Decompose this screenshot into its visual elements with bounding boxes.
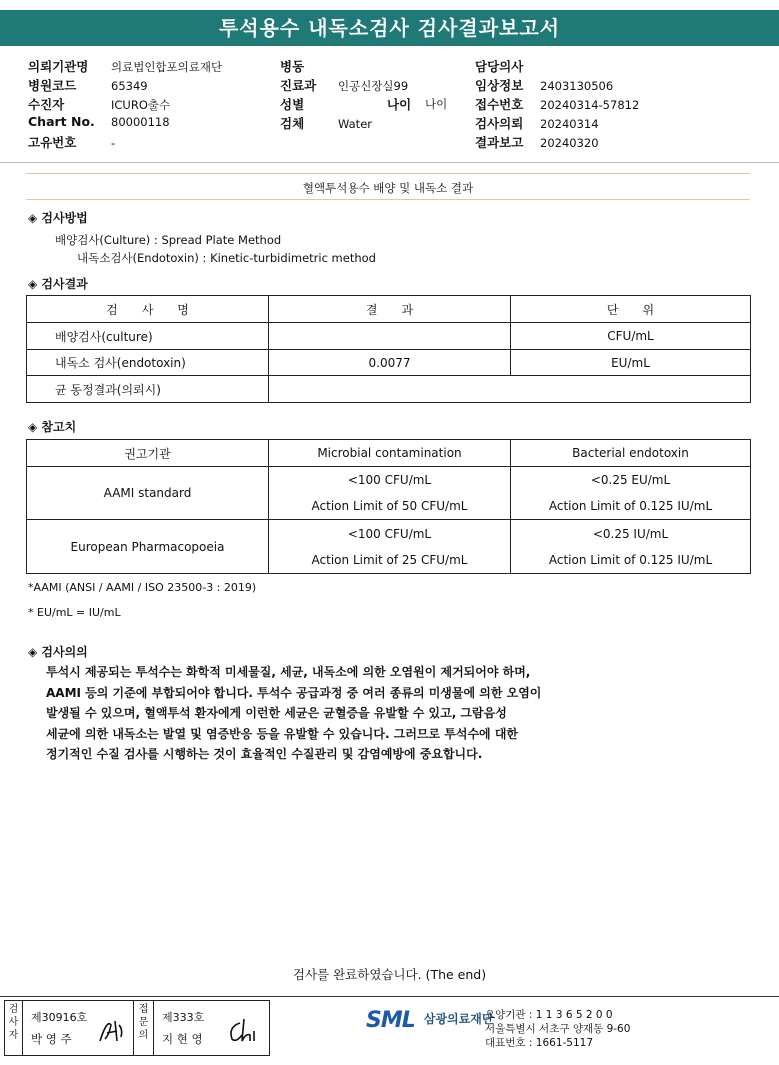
- field-label: 의뢰기관명: [28, 59, 89, 74]
- section-divider-bottom: [26, 199, 750, 200]
- table-row: [27, 350, 751, 376]
- microbial-limit: [269, 467, 511, 520]
- limit-line: Action Limit of 0.125 IU/mL: [548, 552, 713, 567]
- table-row: [27, 323, 751, 350]
- sml-logo-mark: SML: [366, 1008, 415, 1033]
- limit-line: <0.25 EU/mL: [590, 473, 671, 487]
- paragraph-line: 투석시 제공되는 투석수는 화학적 미세물질, 세균, 내독소에 의한 오염원이 제거되어야 하며,: [46, 665, 531, 679]
- field-value: 20240314-57812: [540, 98, 640, 112]
- sml-logo: [366, 1008, 493, 1033]
- test-name: 배양검사(culture): [27, 323, 269, 350]
- header-middle: [280, 57, 460, 133]
- field-value: 20240320: [540, 136, 599, 150]
- table-row: [27, 376, 751, 403]
- test-name: 균 동정결과(의뢰시): [27, 376, 269, 403]
- tester-name: 박 영 주: [31, 1032, 72, 1046]
- results-table: [26, 295, 751, 403]
- field-label: 진료과: [280, 78, 317, 93]
- limit-line: <0.25 IU/mL: [592, 526, 669, 541]
- reference-table: [26, 439, 751, 574]
- field-label: 검사의뢰: [475, 116, 524, 131]
- test-unit: CFU/mL: [511, 323, 751, 350]
- reviewer-label-text: 접문의: [138, 1004, 149, 1041]
- tester-signature-icon: [97, 1015, 129, 1047]
- table-row: [27, 520, 751, 574]
- organization: AAMI standard: [27, 467, 269, 520]
- reference-heading: ◈ 참고치: [28, 420, 77, 434]
- table-header-row: [27, 440, 751, 467]
- age-label: 나이: [387, 97, 412, 112]
- info-line: 요양기관 : 1 1 3 6 5 2 0 0: [485, 1009, 613, 1021]
- column-header: 단 위: [511, 296, 751, 323]
- organization-name: 삼광의료재단: [423, 1012, 494, 1026]
- header-divider: [0, 162, 779, 163]
- field-label: 성별: [280, 97, 305, 112]
- tester-label: [5, 1001, 23, 1055]
- section-title: 혈액투석용수 배양 및 내독소 결과: [302, 181, 474, 195]
- table-header-row: [27, 296, 751, 323]
- limit-line: Action Limit of 50 CFU/mL: [311, 499, 468, 513]
- reference-note: *AAMI (ANSI / AAMI / ISO 23500-3 : 2019): [28, 581, 257, 594]
- method-heading: ◈ 검사방법: [28, 211, 88, 225]
- paragraph-line: 정기적인 수질 검사를 시행하는 것이 효율적인 수질관리 및 감염예방에 중요합니다.: [46, 747, 483, 761]
- endotoxin-limit: [511, 520, 751, 574]
- paragraph-line: 발생될 수 있으며, 혈액투석 환자에게 이런한 세균은 균혈증을 유발할 수 있고, 그람음성: [46, 706, 507, 720]
- field-value: 20240314: [540, 117, 599, 131]
- tester-label-text: 검사자: [8, 1004, 19, 1041]
- significance-heading: ◈ 검사의의: [28, 645, 88, 659]
- test-name: 내독소 검사(endotoxin): [27, 350, 269, 376]
- header-left: [28, 57, 222, 152]
- identification-result: [269, 376, 751, 403]
- field-label: 검체: [280, 116, 305, 131]
- limit-line: Action Limit of 0.125 IU/mL: [548, 499, 713, 513]
- column-header: 권고기관: [27, 440, 269, 467]
- organization-info: [485, 1008, 630, 1050]
- field-value: Water: [338, 117, 372, 131]
- microbial-limit: [269, 520, 511, 574]
- section-divider-top: [26, 173, 750, 174]
- test-result: 0.0077: [269, 350, 511, 376]
- field-value: 2403130506: [540, 79, 614, 93]
- field-value: 의료법인합포의료재단: [111, 60, 223, 74]
- column-header: Microbial contamination: [269, 440, 511, 467]
- table-row: [27, 467, 751, 520]
- results-heading: ◈ 검사결과: [28, 277, 88, 291]
- limit-line: <100 CFU/mL: [347, 473, 432, 487]
- field-label: 수진자: [28, 97, 65, 112]
- field-value: -: [111, 136, 116, 150]
- field-label: 임상정보: [475, 78, 524, 93]
- field-label: 고유번호: [28, 135, 77, 150]
- test-result: [269, 323, 511, 350]
- reviewer-name: 지 현 영: [162, 1032, 203, 1046]
- end-text: 검사를 완료하였습니다. (The end): [292, 967, 487, 982]
- tester-signature-box: [4, 1000, 134, 1056]
- field-label: Chart No.: [28, 114, 95, 129]
- report-title: 투석용수 내독소검사 검사결과보고서: [0, 10, 779, 46]
- column-header: 결 과: [269, 296, 511, 323]
- limit-line: Action Limit of 25 CFU/mL: [311, 552, 468, 567]
- field-value: 80000118: [111, 115, 170, 129]
- field-label: 병동: [280, 59, 305, 74]
- field-label: 접수번호: [475, 97, 524, 112]
- field-label: 결과보고: [475, 135, 524, 150]
- endotoxin-limit: [511, 467, 751, 520]
- column-header: 검 사 명: [27, 296, 269, 323]
- field-value: 인공신장실99: [338, 79, 409, 93]
- field-label: 담당의사: [475, 59, 524, 74]
- info-line: 대표번호 : 1661-5117: [485, 1037, 594, 1049]
- info-line: 서울특별시 서초구 양재동 9-60: [485, 1023, 631, 1035]
- method-line: 내독소검사(Endotoxin) : Kinetic-turbidimetric method: [77, 251, 376, 265]
- paragraph-line: AAMI 등의 기준에 부합되어야 합니다. 투석수 공급과정 중 여러 종류의 미생물에 의한 오염이: [46, 685, 542, 700]
- field-value: 65349: [111, 79, 148, 93]
- paragraph-line: 세균에 의한 내독소는 발열 및 염증반응 등을 유발할 수 있습니다. 그러므로 투석수에 대한: [46, 726, 519, 741]
- reviewer-signature-box: [133, 1000, 270, 1056]
- test-unit: EU/mL: [511, 350, 751, 376]
- field-value: ICURO출수: [111, 98, 171, 112]
- column-header: Bacterial endotoxin: [511, 440, 751, 467]
- tester-license-no: 제30916호: [31, 1011, 88, 1024]
- reviewer-license-no: 제333호: [162, 1011, 205, 1024]
- field-label: 병원코드: [28, 78, 77, 93]
- organization: European Pharmacopoeia: [27, 520, 269, 574]
- reviewer-label: [134, 1001, 154, 1055]
- header-right: [475, 57, 639, 152]
- significance-text: [46, 662, 541, 765]
- reference-note: * EU/mL = IU/mL: [28, 606, 121, 619]
- limit-line: <100 CFU/mL: [347, 526, 432, 541]
- method-line: 배양검사(Culture) : Spread Plate Method: [55, 233, 282, 247]
- reviewer-signature-icon: [226, 1015, 260, 1047]
- age-value: 나이: [425, 97, 448, 111]
